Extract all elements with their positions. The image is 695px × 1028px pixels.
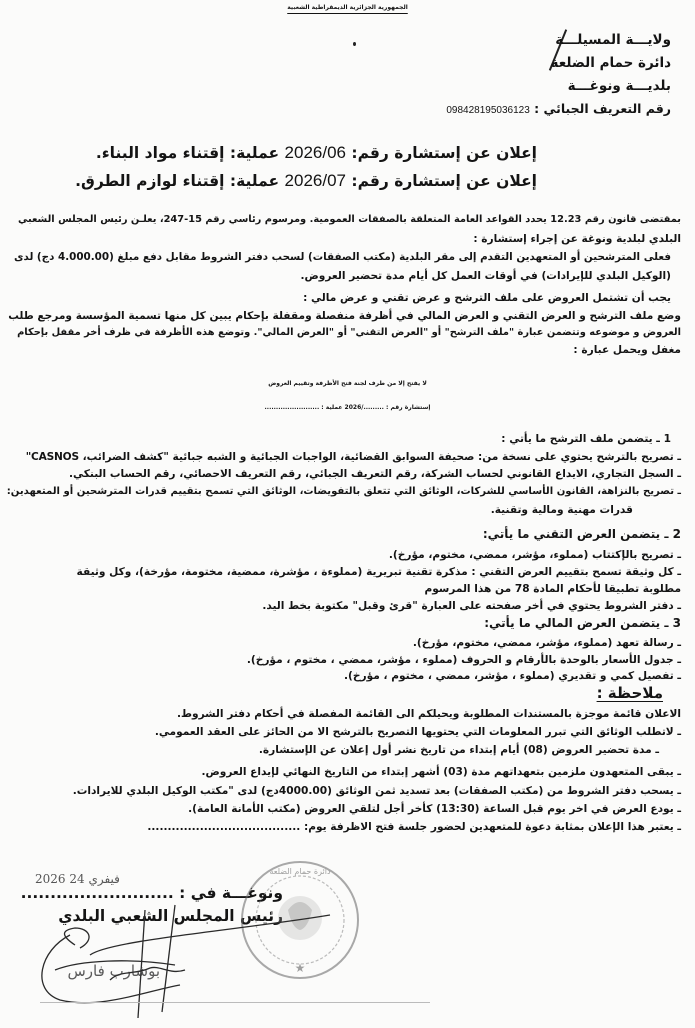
section2-title: 2 ـ يتضمن العرض التقني ما يأتي: — [482, 527, 681, 541]
section3-line: ـ رسالة تعهد (مملوء، مؤشر، ممضي، مختوم، مؤرخ). — [412, 637, 681, 649]
seal-text: دائرة حمام الضلعة — [269, 867, 331, 876]
daira-name: دائرة حمام الضلعة — [550, 55, 671, 71]
note-line: ـ يودع العرض في اخر يوم قبل الساعة (13:30) كأخر أجل لتلقي العروض (مكتب الأمانة العامة). — [188, 803, 681, 815]
intro-line: البلدي لبلدية ونوغة عن إجراء إستشارة : — [473, 233, 681, 245]
tender-number: 2026/07 — [284, 171, 346, 190]
section1-line: ـ تصريح بالنزاهة، القانون الأساسي للشركات، الوثائق التي تتعلق بالتفويضات، الوثائق التي تسمح بتقييم قدرات المترشحين أو المتعهدين: — [6, 486, 681, 497]
intro-line: بمقتضى قانون رقم 12.23 يحدد القواعد العامة المتعلقة بالصفقات العمومية. ومرسوم رئاسي رقم 15-247، يعلـن رئيس المجلس الشعبي — [18, 214, 681, 225]
section1-line: قدرات مهنية ومالية وتقنية. — [490, 504, 633, 516]
tender-number: 2026/06 — [284, 143, 346, 162]
tender-prefix: إعلان عن إستشارة رقم: — [351, 172, 537, 190]
commune-name: بلديـــة ونوغـــة — [567, 78, 671, 94]
section2-line: ـ تصريح بالإكتتاب (مملوء، مؤشر، ممضي، مختوم، مؤرخ). — [388, 549, 681, 561]
signature-area — [0, 840, 400, 1024]
note-line: ـ يسحب دفتر الشروط من (مكتب الصفقات) بعد تسديد ثمن الوثائق (4000.00دج) لدى "مكتب الوكيل البلدي للايرادات. — [72, 785, 681, 797]
note-line: ـ يعتبر هذا الإعلان بمثابة دعوة للمتعهدين لحضور جلسة فتح الاظرفة يوم: ...................................... — [147, 821, 681, 833]
intro-line: (الوكيل البلدي للإيرادات) في أوقات العمل كل أيام مدة تحضير العروض. — [300, 270, 671, 282]
date-stamp: 2026 فيفري 24 — [35, 872, 120, 886]
note-line: ـ لاتطلب الوثائق التي تبرر المعلومات التي يحتويها التصريح بالترشح الا من الحائز على العقد العمومي. — [154, 726, 681, 738]
section1-title: 1 ـ يتضمن ملف الترشح ما يأتي : — [501, 433, 671, 445]
tender-subject: عملية: إقتناء لوازم الطرق. — [75, 172, 280, 190]
tender-heading — [96, 143, 537, 163]
tender-heading — [75, 171, 537, 191]
tax-id — [446, 101, 671, 116]
intro-line: وضع ملف الترشح و العرض التقني و العرض المالي في أظرفة منفصلة ومقفلة بإحكام يبين كل منها تسمية المؤسسة ومرجع طلب — [8, 310, 681, 322]
intro-line: يجب أن تشتمل العروض على ملف الترشح و عرض تقني و عرض مالي : — [303, 292, 671, 304]
signature-place: ونوغـــة في : .......................... — [20, 884, 283, 902]
tax-id-label: رقم التعريف الجبائي : — [534, 101, 671, 116]
section2-line: مطلوبة تطبيقا لأحكام المادة 78 من هذا المرسوم — [424, 583, 681, 595]
section3-title: 3 ـ يتضمن العرض المالي ما يأتي: — [484, 616, 681, 630]
note-line: الاعلان قائمة موجزة بالمستندات المطلوبة ويحيلكم الى القائمة المفصلة في أحكام دفتر الشروط. — [176, 708, 681, 720]
section3-line: ـ تفصيل كمي و تقديري (مملوء ، مؤشر، ممضي ، مختوم ، مؤرخ). — [344, 670, 681, 682]
section3-line: ـ جدول الأسعار بالوحدة بالأرقام و الحروف (مملوء ، مؤشر، ممضي ، مختوم ، مؤرخ). — [246, 654, 681, 666]
punch-mark — [353, 42, 356, 46]
intro-line: العروض و موضوعه وتتضمن عبارة "ملف الترشح" أو "العرض التقني" أو "العرض المالي". وتوضع هذه الأظرفة في ظرف أخر مقفل بإحكام — [17, 327, 681, 338]
tender-prefix: إعلان عن إستشارة رقم: — [351, 144, 537, 162]
svg-text:★: ★ — [294, 961, 306, 975]
notes-title: ملاحظة : — [596, 684, 663, 702]
tax-id-value: 098428195036123 — [446, 105, 530, 116]
wilaya-name: ولايـــة المسيلـــة — [555, 32, 671, 48]
intro-line: فعلى المترشحين أو المتعهدين التقدم إلى مقر البلدية (مكتب الصفقات) لسحب دفتر الشروط مقابل دفع مبلغ (4.000.00 دج) لدى — [13, 251, 671, 263]
section2-line: ـ كل وثيقة تسمح بتقييم العرض التقني : مذكرة تقنية تبريرية (مملوءة ، مؤشرة، ممضية، مختومة، مؤرخة)، وكل وثيقة — [76, 566, 681, 578]
note-line: ـ يبقى المتعهدون ملزمين بتعهداتهم مدة (03) أشهر إبتداء من التاريخ النهائي لإيداع العروض. — [201, 766, 681, 778]
signature-name: بوشارب فارس — [67, 962, 160, 980]
official-seal-and-signature — [0, 840, 400, 1024]
note-line: ـ مدة تحضير العروض (08) أيام إبتداء من تاريخ نشر أول إعلان عن الإستشارة. — [258, 744, 659, 756]
envelope-reference: إستشارة رقم : ........./2026 عملية : ........................ — [264, 404, 431, 411]
intro-line: مغفل ويحمل عبارة : — [573, 344, 681, 356]
tender-subject: عملية: إقتناء مواد البناء. — [95, 144, 280, 162]
republic-title: الجمهورية الجزائرية الديمقراطية الشعبية — [287, 4, 408, 11]
section2-line: ـ دفتر الشروط يحتوي في أخر صفحته على العبارة "قرئ وقبل" مكتوبة بخط اليد. — [262, 600, 681, 612]
envelope-instruction: لا يفتح إلا من طرف لجنة فتح الأظرفة وتقييم العروض — [268, 380, 427, 387]
section1-line: ـ تصريح بالترشح يحتوي على نسخة من: صحيفة السوابق القضائية، الواجبات الجبائية و الشبه جبائية "كشف الضرائب، CASNOS" — [25, 451, 681, 463]
bottom-divider — [40, 1002, 430, 1003]
section1-line: ـ السجل التجاري، الايداع القانوني لحساب الشركة، رقم التعريف الجبائي، رقم التعريف الاحصائي، رقم الحساب البنكي. — [68, 468, 681, 480]
signatory-title: رئيس المجلس الشعبي البلدي — [58, 907, 283, 925]
